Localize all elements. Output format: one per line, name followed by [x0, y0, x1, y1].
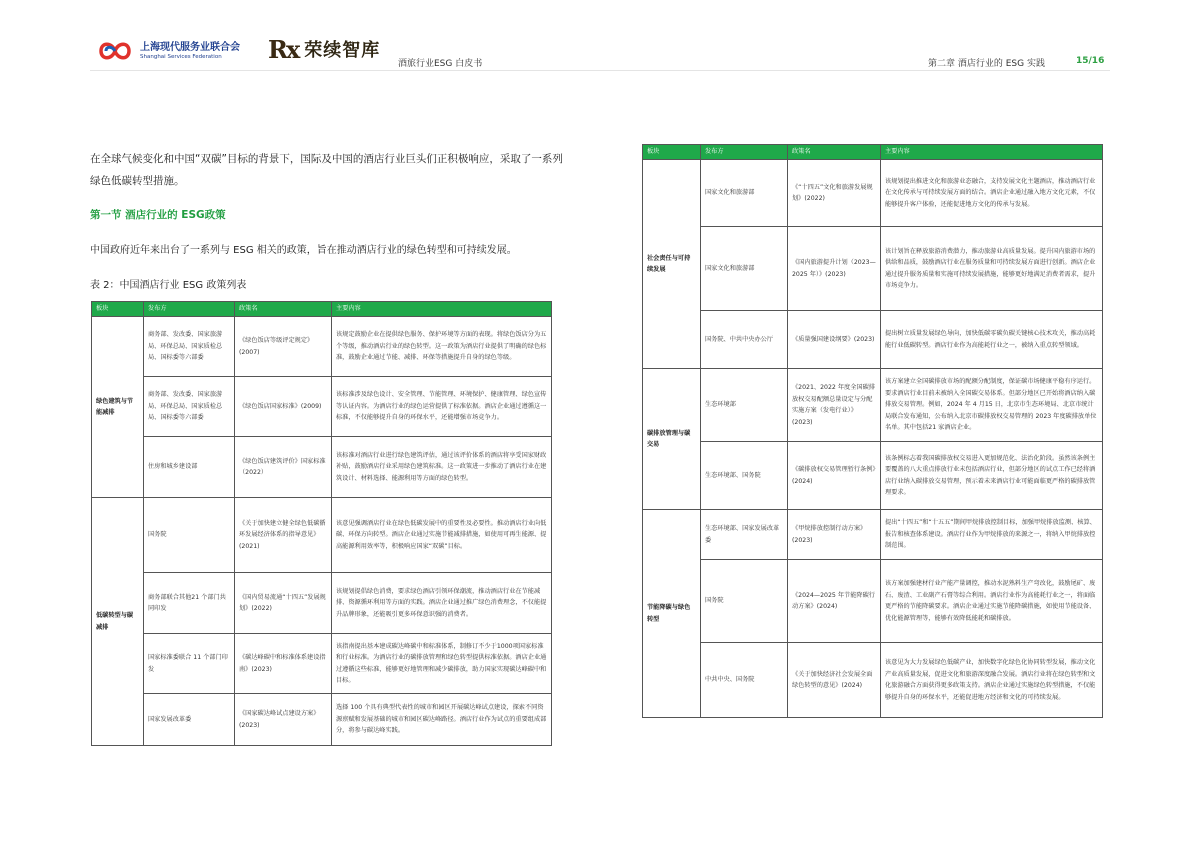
content-cell: 该规定鼓励企业在提供绿色服务、保护环境等方面的表现。将绿色饭店分为五个等级，推动酒店行业的绿色转型。这一政策为酒店行业提供了明确的绿色标准，鼓励企业通过节能、减排、环保等措施提升自身的绿色等级。 — [332, 317, 552, 377]
policy-cell: 《质量强国建设纲要》(2023) — [788, 311, 881, 369]
table-row — [643, 442, 1103, 510]
table-caption: 表 2：中国酒店行业 ESG 政策列表 — [90, 280, 247, 291]
issuer-cell: 国务院 — [701, 560, 788, 643]
issuer-cell: 商务部、发改委、国家旅游局、环保总局、国家质检总局、国标委等六部委 — [144, 377, 235, 437]
policy-cell: 《绿色饭店国家标准》(2009) — [235, 377, 332, 437]
content-cell: 该意见为大力发展绿色低碳产业，加快数字化绿色化协同转型发展，推动文化产业高质量发展，促进文化和旅游深度融合发展。酒店行业将在绿色转型和文化旅游融合方面获得更多政策支持。酒店企业通过实施绿色转型措施，不仅能够提升自身的环保水平，还能促进地方经济和文化的可持续发展。 — [881, 643, 1103, 718]
issuer-cell: 住房和城乡建设部 — [144, 437, 235, 498]
header-divider — [90, 70, 1110, 71]
section-title: 第一节 酒店行业的 ESG政策 — [90, 209, 226, 221]
col-header-policy: 政策名 — [788, 145, 881, 160]
content-cell: 该规划提倡绿色消费，要求绿色酒店引领环保潮流，推动酒店行业在节能减排、资源循环利用等方面的实践。酒店企业通过推广绿色消费理念，不仅能提升品牌形象，还能吸引更多环保意识强的消费者。 — [332, 573, 552, 634]
issuer-cell: 国家发展改革委 — [144, 694, 235, 746]
table-row — [92, 694, 552, 746]
rongxu-name: 荣续智库 — [304, 40, 381, 61]
content-cell: 选择 100 个具有典型代表性的城市和园区开展碳达峰试点建设，探索不同资源禀赋和发展基础的城市和园区碳达峰路径。酒店行业作为试点的重要组成部分，将参与碳达峰实践。 — [332, 694, 552, 746]
col-header-content: 主要内容 — [881, 145, 1103, 160]
col-header-issuer: 发布方 — [144, 302, 235, 317]
table-row — [643, 227, 1103, 311]
page-number: 15/16 — [1076, 56, 1105, 66]
category-cell: 节能降碳与绿色转型 — [643, 510, 701, 718]
rongxu-logo — [268, 34, 380, 64]
table-row — [643, 160, 1103, 227]
table-row — [92, 498, 552, 573]
policy-cell: 《国内贸易流通“十四五”发展规划》(2022) — [235, 573, 332, 634]
table-row — [92, 634, 552, 694]
table-row — [643, 560, 1103, 643]
policy-cell: 《碳达峰碳中和标准体系建设指南》(2023) — [235, 634, 332, 694]
content-cell: 该条例标志着我国碳排放权交易进入更加规范化、法治化阶段。虽然该条例主要覆盖的八大重点排放行业未包括酒店行业，但部分地区的试点工作已经将酒店行业纳入碳排放交易管理，预示着未来酒店行业可能面临更严格的碳排放管理要求。 — [881, 442, 1103, 510]
issuer-cell: 中共中央、国务院 — [701, 643, 788, 718]
content-cell: 提出“十四五”和“十五五”期间甲烷排放控制目标，加强甲烷排放监测、核算、报告和核查体系建设。酒店行业作为甲烷排放的来源之一，将纳入甲烷排放控制范围。 — [881, 510, 1103, 560]
federation-logo — [98, 36, 258, 66]
table-row — [92, 317, 552, 377]
category-cell: 低碳转型与碳减排 — [92, 498, 144, 746]
issuer-cell: 商务部联合其他21 个部门共同印发 — [144, 573, 235, 634]
col-header-content: 主要内容 — [332, 302, 552, 317]
policy-cell: 《绿色饭店等级评定规定》(2007) — [235, 317, 332, 377]
col-header-issuer: 发布方 — [701, 145, 788, 160]
intro-paragraph: 在全球气候变化和中国“双碳”目标的背景下，国际及中国的酒店行业巨头们正积极响应，采取了一系列绿色低碳转型措施。 — [90, 153, 563, 187]
issuer-cell: 商务部、发改委、国家旅游局、环保总局、国家质检总局、国标委等六部委 — [144, 317, 235, 377]
federation-name-en: Shanghai Services Federation — [140, 53, 222, 60]
issuer-cell: 国家文化和旅游部 — [701, 160, 788, 227]
content-cell: 该标准涉及绿色设计、安全管理、节能管理、环境保护、健康管理、绿色宣传等认证内容。为酒店行业的绿色运营提供了标准依据。酒店企业通过遵循这一标准，不仅能够提升自身的环保水平，还能增强市场竞争力。 — [332, 377, 552, 437]
table-row — [92, 437, 552, 498]
policy-table-right — [642, 144, 1103, 718]
doc-title: 酒旅行业ESG 白皮书 — [398, 59, 483, 69]
federation-logo-icon — [98, 38, 134, 64]
issuer-cell: 生态环境部、国务院 — [701, 442, 788, 510]
table-row — [643, 510, 1103, 560]
federation-name-cn: 上海现代服务业联合会 — [140, 41, 240, 53]
issuer-cell: 生态环境部、国家发展改革委 — [701, 510, 788, 560]
policy-cell: 《国内旅游提升计划（2023—2025 年）》(2023) — [788, 227, 881, 311]
table-row — [643, 369, 1103, 442]
issuer-cell: 国家文化和旅游部 — [701, 227, 788, 311]
content-cell: 该规划提出推进文化和旅游业态融合，支持发展文化主题酒店，推动酒店行业在文化传承与可持续发展方面的结合。酒店企业通过融入地方文化元素，不仅能够提升客户体验，还能促进地方文化的传承与发展。 — [881, 160, 1103, 227]
policy-cell: 《2024—2025 年节能降碳行动方案》(2024) — [788, 560, 881, 643]
body-sentence: 中国政府近年来出台了一系列与 ESG 相关的政策，旨在推动酒店行业的绿色转型和可持续发展。 — [90, 245, 517, 256]
issuer-cell: 国家标准委联合 11 个部门印发 — [144, 634, 235, 694]
content-cell: 该意见强调酒店行业在绿色低碳发展中的重要性及必要性。推动酒店行业向低碳、环保方向转型。酒店企业通过实施节能减排措施，如使用可再生能源、提高能源利用效率等，积极响应国家“双碳”目标。 — [332, 498, 552, 573]
col-header-category: 板块 — [92, 302, 144, 317]
content-cell: 该标准对酒店行业进行绿色建筑评估，通过该评价体系的酒店将享受国家财政补贴，鼓励酒店行业采用绿色建筑标准。这一政策进一步推动了酒店行业在建筑设计、材料选择、能源利用等方面的绿色转型。 — [332, 437, 552, 498]
issuer-cell: 国务院、中共中央办公厅 — [701, 311, 788, 369]
policy-cell: 《绿色饭店建筑评价》国家标准（2022） — [235, 437, 332, 498]
policy-cell: 《2021、2022 年度全国碳排放权交易配额总量设定与分配实施方案（发电行业）》(2023) — [788, 369, 881, 442]
policy-cell: 《关于加快经济社会发展全面绿色转型的意见》(2024) — [788, 643, 881, 718]
category-cell: 绿色建筑与节能减排 — [92, 317, 144, 498]
category-cell: 碳排放管理与碳交易 — [643, 369, 701, 510]
table-row — [643, 311, 1103, 369]
category-cell: 社会责任与可持续发展 — [643, 160, 701, 369]
table-row — [92, 377, 552, 437]
policy-cell: 《国家碳达峰试点建设方案》(2023) — [235, 694, 332, 746]
col-header-policy: 政策名 — [235, 302, 332, 317]
content-cell: 该计划旨在释放旅游消费潜力，推动旅游业高质量发展。提升国内旅游市场的供给和品质，鼓励酒店行业在服务质量和可持续发展方面进行创新。酒店企业通过提升服务质量和实施可持续发展措施，能够更好地满足消费者需求，提升市场竞争力。 — [881, 227, 1103, 311]
col-header-category: 板块 — [643, 145, 701, 160]
policy-cell: 《“十四五”文化和旅游发展规划》(2022) — [788, 160, 881, 227]
policy-cell: 《关于加快建立健全绿色低碳循环发展经济体系的指导意见》(2021) — [235, 498, 332, 573]
content-cell: 提出树立质量发展绿色导向，加快低碳零碳负碳关键核心技术攻关，推动高耗能行业低碳转型。酒店行业作为高能耗行业之一，被纳入重点转型领域。 — [881, 311, 1103, 369]
policy-table-left — [91, 301, 552, 746]
chapter-title: 第二章 酒店行业的 ESG 实践 — [928, 59, 1045, 69]
content-cell: 该方案建立全国碳排放市场的配额分配制度，保证碳市场健康平稳有序运行。要求酒店行业目前未被纳入全国碳交易体系。但部分地区已开始将酒店纳入碳排放交易管理。例如，2024 年 4 月15 日，北京市生态环境局、北京市统计局联合发布通知，公布纳入北京市碳排放权交易管理的 2023 年度碳排放单位名单。其中包括21 家酒店企业。 — [881, 369, 1103, 442]
content-cell: 该方案加强建材行业产能产量调控，推动水泥熟料生产弯改化，鼓励尾矿、废石、废渣、工业副产石膏等综合利用。酒店行业作为高能耗行业之一，将面临更严格的节能降碳要求。酒店企业通过实施节能降碳措施，如使用节能设备、优化能源管理等，能够有效降低能耗和碳排放。 — [881, 560, 1103, 643]
table-row — [643, 643, 1103, 718]
issuer-cell: 国务院 — [144, 498, 235, 573]
content-cell: 该指南提出基本建成碳达峰碳中和标准体系，制修订不少于1000项国家标准和行业标准。为酒店行业的碳排放管理和绿色转型提供标准依据。酒店企业通过遵循这些标准，能够更好地管理和减少碳排放，助力国家实现碳达峰碳中和目标。 — [332, 634, 552, 694]
rx-logo-mark: Rx — [268, 34, 299, 64]
policy-cell: 《甲烷排放控制行动方案》(2023) — [788, 510, 881, 560]
issuer-cell: 生态环境部 — [701, 369, 788, 442]
policy-cell: 《碳排放权交易管理暂行条例》(2024) — [788, 442, 881, 510]
table-row — [92, 573, 552, 634]
